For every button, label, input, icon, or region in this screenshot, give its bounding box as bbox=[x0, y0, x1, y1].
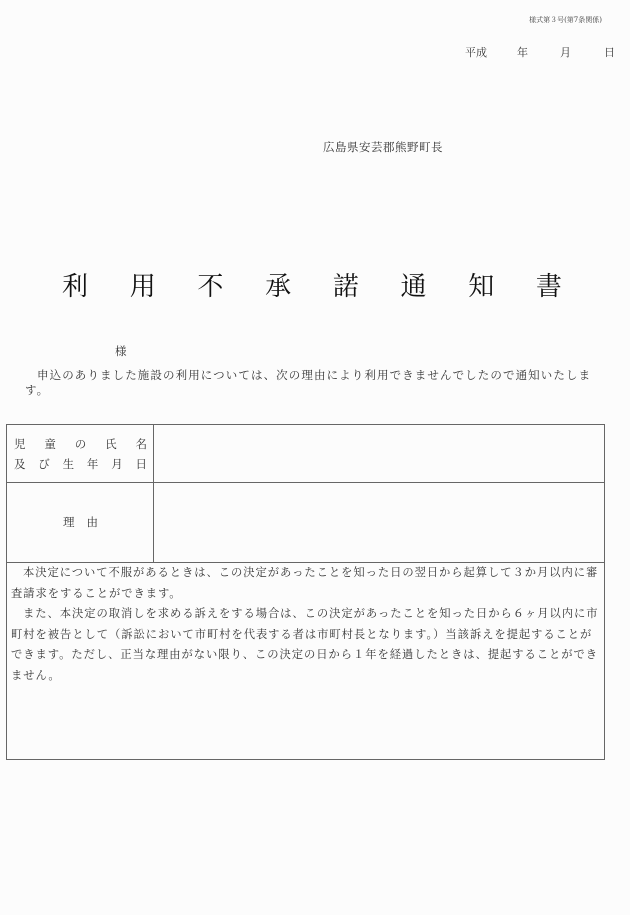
child-row bbox=[7, 425, 604, 483]
label-char: 日 bbox=[135, 457, 147, 471]
notice-paragraph: 本決定について不服があるときは、この決定があったことを知った日の翌日から起算して３か月以内に審査請求をすることができます。 bbox=[11, 566, 599, 600]
title-char: 書 bbox=[535, 272, 562, 302]
child-birthdate-label bbox=[14, 456, 147, 472]
reason-label-cell bbox=[7, 482, 154, 562]
label-char: 氏 bbox=[105, 437, 117, 451]
appeal-notice bbox=[11, 563, 601, 686]
title-char: 不 bbox=[197, 272, 224, 302]
child-label-cell bbox=[7, 425, 154, 482]
title-char: 用 bbox=[129, 272, 156, 302]
label-char: 月 bbox=[111, 457, 123, 471]
reason-label: 理由 bbox=[63, 515, 110, 529]
child-name-birthdate-field[interactable] bbox=[154, 425, 604, 482]
date-era: 平成 bbox=[465, 46, 487, 59]
title-char: 利 bbox=[62, 272, 89, 302]
title-char: 通 bbox=[400, 272, 427, 302]
label-char: 生 bbox=[62, 457, 75, 471]
label-char: 名 bbox=[135, 437, 147, 451]
issuer-name: 広島県安芸郡熊野町長 bbox=[323, 140, 443, 154]
label-char: の bbox=[74, 437, 87, 451]
title-char: 諾 bbox=[332, 272, 359, 302]
child-name-label bbox=[14, 436, 147, 452]
label-char: び bbox=[38, 457, 50, 471]
date-year-label: 年 bbox=[517, 46, 528, 59]
intro-text: 申込のありました施設の利用については、次の理由により利用できませんでしたので通知いたします。 bbox=[25, 368, 592, 397]
date-line bbox=[465, 44, 615, 60]
form-number: 様式第３号(第7条関係) bbox=[529, 16, 602, 24]
reason-row bbox=[7, 482, 604, 563]
date-day-label: 日 bbox=[604, 46, 615, 59]
label-char: 児 bbox=[14, 437, 26, 451]
title-char: 承 bbox=[265, 272, 292, 302]
label-char: 及 bbox=[14, 457, 26, 471]
label-char: 年 bbox=[86, 457, 99, 471]
title-char: 知 bbox=[468, 272, 495, 302]
date-month-label: 月 bbox=[560, 46, 571, 59]
form-table bbox=[6, 424, 605, 760]
label-char: 童 bbox=[44, 437, 56, 451]
addressee-honorific: 様 bbox=[115, 344, 127, 358]
notice-paragraph: また、本決定の取消しを求める訴えをする場合は、この決定があったことを知った日から６ヶ月以内に市町村を被告として（訴訟において市町村を代表する者は市町村長となります。）当該訴えを提起することができます。ただし、正当な理由がない限り、この決定の日から１年を経過したときは、提起することができません。 bbox=[11, 607, 599, 682]
reason-field[interactable] bbox=[154, 482, 604, 562]
document-title bbox=[62, 266, 562, 303]
